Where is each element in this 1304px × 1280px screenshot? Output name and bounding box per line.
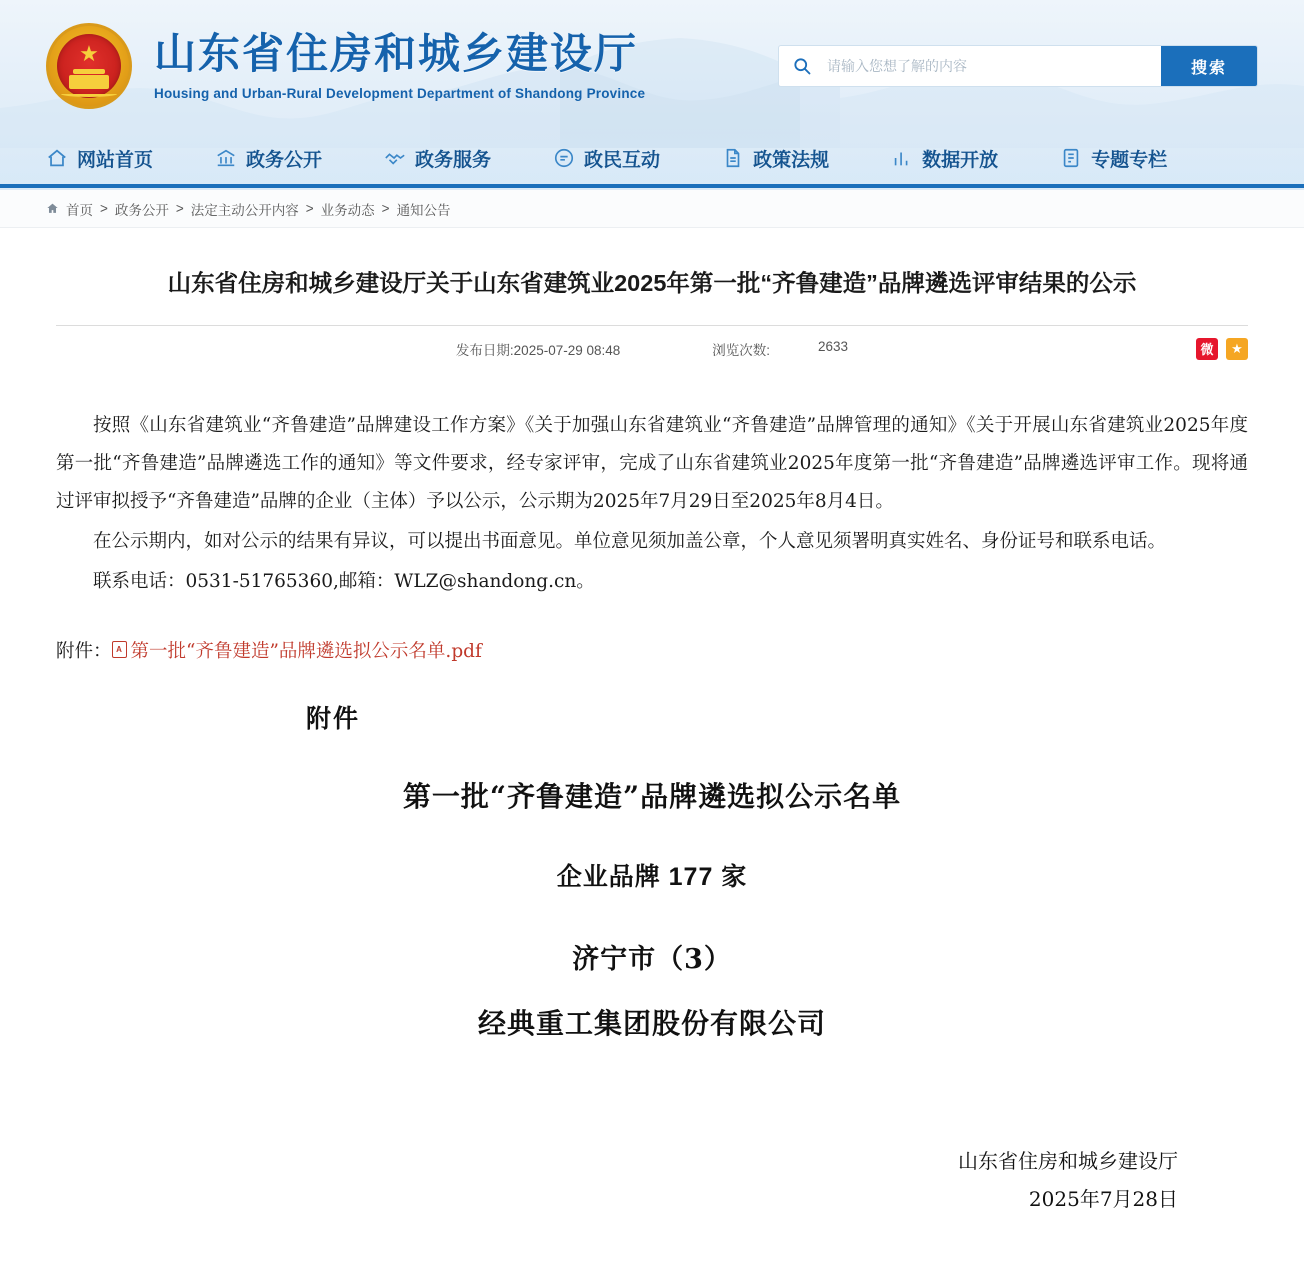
nav-item-home[interactable] xyxy=(46,145,153,172)
chat-icon xyxy=(553,147,575,169)
handshake-icon xyxy=(384,147,406,169)
bank-icon xyxy=(215,147,237,169)
home-small-icon xyxy=(46,202,59,215)
signature-date: 2025年7月28日 xyxy=(1028,1186,1178,1211)
breadcrumb-item-1[interactable]: 政务公开 xyxy=(114,202,169,218)
views-count: 2633 xyxy=(818,338,849,354)
search-input[interactable] xyxy=(825,46,1161,86)
article-body xyxy=(56,407,1248,601)
national-emblem-icon: ★ xyxy=(46,23,132,109)
publish-date: 发布日期:2025-07-29 08:48 xyxy=(455,342,621,358)
attachment-link[interactable] xyxy=(112,637,482,663)
pdf-file-icon: A xyxy=(112,641,127,658)
nav-label: 专题专栏 xyxy=(1091,149,1168,171)
attachment-count-line: 企业品牌 177 家 xyxy=(556,862,748,891)
attachment-preview xyxy=(56,699,1248,1218)
signature-org: 山东省住房和城乡建设厅 xyxy=(958,1148,1178,1173)
nav-label: 政民互动 xyxy=(584,149,661,171)
site-identity xyxy=(148,31,645,100)
nav-item-government-services[interactable] xyxy=(384,145,491,172)
breadcrumb-item-0[interactable]: 首页 xyxy=(66,202,93,218)
nav-label: 政策法规 xyxy=(753,149,830,171)
nav-label: 数据开放 xyxy=(922,149,999,171)
view-count-group xyxy=(712,339,848,359)
attachment-company-name: 经典重工集团股份有限公司 xyxy=(477,1006,826,1040)
breadcrumb xyxy=(0,190,1304,228)
nav-item-government-disclosure[interactable] xyxy=(215,145,322,172)
document-icon xyxy=(722,147,744,169)
search-icon xyxy=(779,46,825,86)
nav-item-open-data[interactable] xyxy=(891,145,998,172)
column-icon xyxy=(1060,147,1082,169)
nav-label: 政务服务 xyxy=(415,149,492,171)
article-meta-bar xyxy=(56,325,1248,371)
attachment-row xyxy=(56,637,1248,663)
article-paragraph-3: 联系电话：0531-51765360,邮箱：WLZ@shandong.cn。 xyxy=(93,570,595,592)
attachment-title: 第一批“齐鲁建造”品牌遴选拟公示名单 xyxy=(402,779,902,813)
site-subtitle: Housing and Urban-Rural Development Department of Shandong Province xyxy=(154,85,646,101)
nav-label: 网站首页 xyxy=(77,149,154,171)
search-box[interactable] xyxy=(778,45,1258,87)
views-label: 浏览次数: xyxy=(712,342,771,358)
breadcrumb-sep-3: > xyxy=(381,201,390,216)
breadcrumb-item-4[interactable]: 通知公告 xyxy=(396,202,451,218)
chart-icon xyxy=(891,147,913,169)
article-container xyxy=(0,228,1304,1258)
attachment-link-label: 第一批“齐鲁建造”品牌遴选拟公示名单.pdf xyxy=(130,640,482,662)
attachment-signature xyxy=(116,1142,1188,1218)
main-navigation xyxy=(0,132,1304,188)
search-button[interactable]: 搜索 xyxy=(1161,46,1257,86)
attachment-label: 附件 xyxy=(306,703,361,733)
page-title: 山东省住房和城乡建设厅关于山东省建筑业2025年第一批“齐鲁建造”品牌遴选评审结果的公示 xyxy=(167,270,1137,296)
breadcrumb-sep-0: > xyxy=(100,201,108,216)
attachment-prefix: 附件： xyxy=(56,640,112,662)
share-icons xyxy=(1196,338,1248,360)
attachment-city-line: 济宁市（3） xyxy=(572,943,732,975)
breadcrumb-sep-1: > xyxy=(175,201,184,216)
breadcrumb-item-3[interactable]: 业务动态 xyxy=(320,202,375,218)
site-title: 山东省住房和城乡建设厅 xyxy=(154,30,639,78)
weibo-share-icon[interactable]: 微 xyxy=(1196,338,1218,360)
nav-item-policies-regulations[interactable] xyxy=(722,145,829,172)
site-header xyxy=(0,0,1304,190)
article-paragraph-1: 按照《山东省建筑业“齐鲁建造”品牌建设工作方案》《关于加强山东省建筑业“齐鲁建造”品牌管理的通知》《关于开展山东省建筑业2025年度第一批“齐鲁建造”品牌遴选工作的通知》等文件要求，经专家评审，完成了山东省建筑业2025年度第一批“齐鲁建造”品牌遴选评审工作。现将通过评审拟授予“齐鲁建造”品牌的企业（主体）予以公示，公示期为2025年7月29日至2025年8月4日。 xyxy=(56,415,1248,513)
header-top-row xyxy=(0,0,1304,132)
article-paragraph-2: 在公示期内，如对公示的结果有异议，可以提出书面意见。单位意见须加盖公章，个人意见须署明真实姓名、身份证号和联系电话。 xyxy=(93,531,1167,553)
nav-item-public-interaction[interactable] xyxy=(553,145,660,172)
home-icon xyxy=(46,147,68,169)
favorite-icon[interactable]: ★ xyxy=(1226,338,1248,360)
nav-item-special-columns[interactable] xyxy=(1060,145,1167,172)
breadcrumb-item-2[interactable]: 法定主动公开内容 xyxy=(190,202,299,218)
nav-label: 政务公开 xyxy=(246,149,323,171)
breadcrumb-sep-2: > xyxy=(305,201,314,216)
